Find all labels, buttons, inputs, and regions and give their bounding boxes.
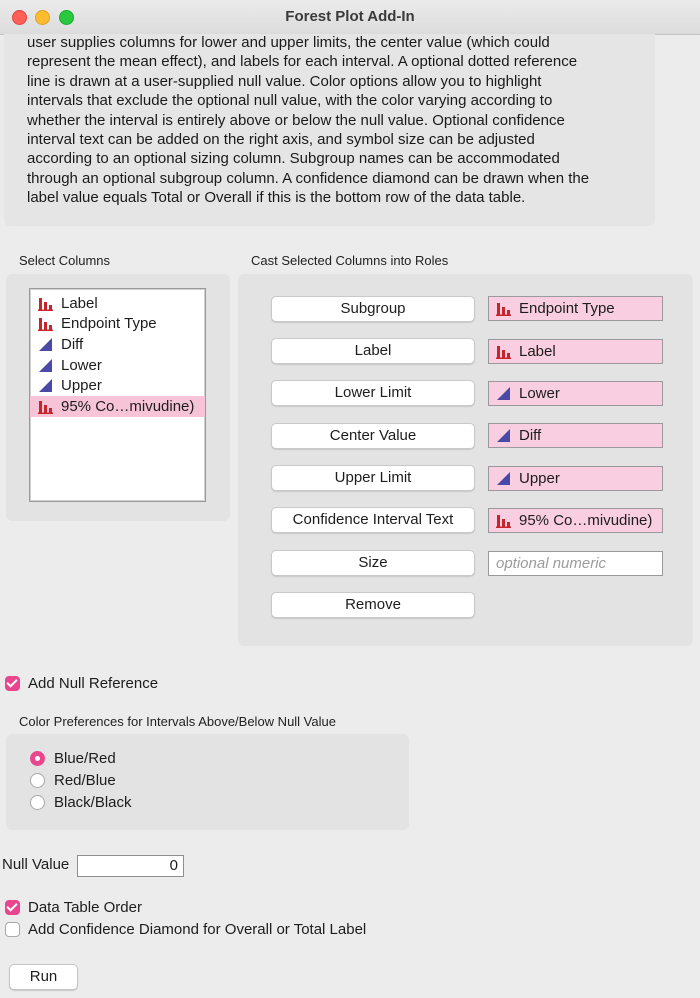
add-null-reference-label: Add Null Reference: [28, 675, 159, 692]
cast-roles-panel: [238, 274, 693, 646]
window-title: Forest Plot Add-In: [285, 8, 415, 25]
size-role-button[interactable]: Size: [271, 550, 475, 576]
column-item-text: 95% Co…mivudine): [61, 397, 195, 415]
nominal-bar-icon: [38, 316, 53, 331]
radio-black-black[interactable]: [30, 795, 45, 810]
description-line: user supplies columns for lower and upper limits, the center value (which could: [27, 34, 550, 51]
add-null-reference-checkbox[interactable]: [5, 676, 20, 691]
column-item-ci-text[interactable]: [30, 396, 205, 417]
lower-limit-role-field[interactable]: [488, 381, 663, 406]
color-preferences-heading: Color Preferences for Intervals Above/Below Null Value: [19, 714, 336, 729]
column-item-text: Label: [61, 294, 98, 312]
center-value-role-field[interactable]: [488, 423, 663, 448]
column-item-text: Diff: [61, 335, 84, 353]
column-item-diff[interactable]: [30, 334, 205, 355]
lower-limit-role-button[interactable]: Lower Limit: [271, 380, 475, 406]
column-item-label[interactable]: [30, 293, 205, 314]
role-field-value: Label: [519, 343, 556, 360]
nominal-bar-icon: [496, 513, 511, 528]
description-line: interval text can be added on the right axis, and symbol size can be adjusted: [27, 131, 535, 149]
continuous-triangle-icon: [496, 428, 511, 443]
role-field-value: Upper: [519, 470, 560, 487]
continuous-triangle-icon: [496, 471, 511, 486]
nominal-bar-icon: [496, 344, 511, 359]
description-line: represent the mean effect), and labels for each interval. A optional dotted reference: [27, 53, 578, 71]
role-field-value: Endpoint Type: [519, 300, 615, 317]
nominal-bar-icon: [38, 296, 53, 311]
null-value-input[interactable]: 0: [77, 855, 184, 877]
nominal-bar-icon: [496, 301, 511, 316]
subgroup-role-field[interactable]: [488, 296, 663, 321]
role-field-value: Diff: [519, 427, 542, 444]
column-item-endpoint-type[interactable]: [30, 314, 205, 335]
select-columns-heading: Select Columns: [19, 253, 111, 268]
role-field-placeholder: optional numeric: [496, 555, 607, 572]
upper-limit-role-button[interactable]: Upper Limit: [271, 465, 475, 491]
description-panel: [4, 34, 655, 226]
nominal-bar-icon: [38, 399, 53, 414]
title-bar: [0, 0, 700, 35]
confidence-diamond-checkbox[interactable]: [5, 922, 20, 937]
ci-text-role-button[interactable]: Confidence Interval Text: [271, 507, 475, 533]
radio-red-blue-label: Red/Blue: [54, 772, 116, 789]
data-table-order-label: Data Table Order: [28, 899, 142, 916]
continuous-triangle-icon: [496, 386, 511, 401]
column-item-text: Lower: [61, 356, 102, 374]
radio-blue-red-label: Blue/Red: [54, 750, 116, 767]
run-button[interactable]: Run: [9, 964, 78, 990]
role-field-value: Lower: [519, 385, 560, 402]
description-line: line is drawn at a user-supplied null value. Color options allow you to highlight: [27, 72, 542, 90]
ci-text-role-field[interactable]: [488, 508, 663, 533]
label-role-button[interactable]: Label: [271, 338, 475, 364]
column-item-text: Upper: [61, 377, 102, 395]
column-item-text: Endpoint Type: [61, 315, 157, 333]
description-line: according to an optional sizing column. Subgroup names can be accommodated: [27, 150, 560, 168]
description-text: [27, 34, 647, 208]
size-role-field[interactable]: [488, 551, 663, 576]
data-table-order-checkbox[interactable]: [5, 900, 20, 915]
upper-limit-role-field[interactable]: [488, 466, 663, 491]
cast-roles-heading: Cast Selected Columns into Roles: [251, 253, 449, 268]
radio-red-blue[interactable]: [30, 773, 45, 788]
continuous-triangle-icon: [38, 337, 53, 352]
description-line: label value equals Total or Overall if this is the bottom row of the data table.: [27, 189, 526, 207]
subgroup-role-button[interactable]: Subgroup: [271, 296, 475, 322]
null-value-label: Null Value: [2, 856, 70, 873]
column-item-lower[interactable]: [30, 355, 205, 376]
continuous-triangle-icon: [38, 378, 53, 393]
description-line: through an optional subgroup column. A confidence diamond can be drawn when the: [27, 169, 590, 187]
center-value-role-button[interactable]: Center Value: [271, 423, 475, 449]
radio-black-black-label: Black/Black: [54, 794, 132, 811]
label-role-field[interactable]: [488, 339, 663, 364]
radio-blue-red[interactable]: [30, 751, 45, 766]
description-line: intervals that exclude the optional null value, with the color varying according to: [27, 92, 553, 110]
role-field-value: 95% Co…mivudine): [519, 512, 653, 529]
continuous-triangle-icon: [38, 358, 53, 373]
confidence-diamond-label: Add Confidence Diamond for Overall or Total Label: [28, 921, 367, 938]
description-line: whether the interval is entirely above or below the null value. Optional confidence: [27, 111, 565, 129]
column-item-upper[interactable]: [30, 375, 205, 396]
remove-button[interactable]: Remove: [271, 592, 475, 618]
column-listbox[interactable]: [29, 288, 206, 502]
